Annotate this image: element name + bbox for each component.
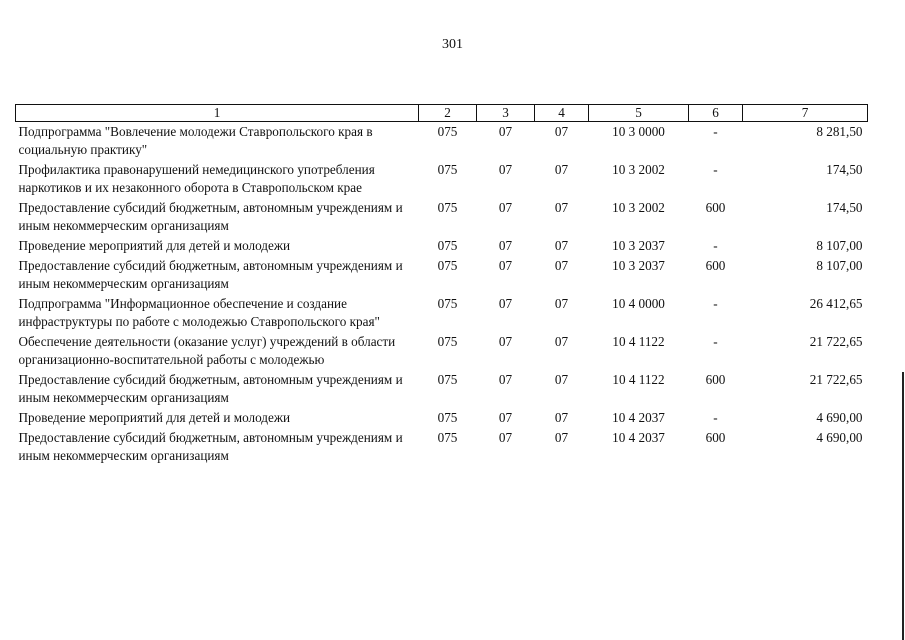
header-col-1: 1	[16, 105, 419, 122]
row-code-expense-type: -	[713, 410, 718, 425]
row-code-ministry: 075	[437, 334, 458, 349]
row-name: Предоставление субсидий бюджетным, автономным учреждениям и иным некоммерческим организациям	[18, 258, 403, 291]
row-code-target: 10 4 2037	[612, 430, 665, 445]
budget-table	[15, 104, 868, 466]
row-code-subsection: 07	[554, 410, 569, 425]
row-code-section: 07	[498, 430, 513, 445]
row-amount: 21 722,65	[809, 372, 863, 387]
row-code-ministry: 075	[437, 410, 458, 425]
table-header	[16, 105, 868, 122]
table-row	[16, 198, 868, 236]
row-name: Проведение мероприятий для детей и молодежи	[18, 238, 291, 253]
row-code-subsection: 07	[554, 372, 569, 387]
row-code-expense-type: -	[713, 334, 718, 349]
row-code-ministry: 075	[437, 124, 458, 139]
row-code-expense-type: 600	[705, 430, 726, 445]
row-name: Предоставление субсидий бюджетным, автономным учреждениям и иным некоммерческим организациям	[18, 372, 403, 405]
row-code-section: 07	[498, 410, 513, 425]
row-code-expense-type: -	[713, 162, 718, 177]
row-code-target: 10 3 2002	[612, 162, 665, 177]
table-row	[16, 122, 868, 161]
row-code-section: 07	[498, 200, 513, 215]
header-row	[16, 105, 868, 122]
row-name: Предоставление субсидий бюджетным, автономным учреждениям и иным некоммерческим организациям	[18, 200, 403, 233]
row-code-section: 07	[498, 334, 513, 349]
row-code-subsection: 07	[554, 124, 569, 139]
row-amount: 4 690,00	[816, 430, 863, 445]
row-name: Проведение мероприятий для детей и молодежи	[18, 410, 291, 425]
header-col-6: 6	[689, 105, 743, 122]
row-amount: 174,50	[826, 200, 863, 215]
table-row	[16, 160, 868, 198]
row-code-section: 07	[498, 162, 513, 177]
row-amount: 8 107,00	[816, 258, 863, 273]
row-amount: 174,50	[826, 162, 863, 177]
row-code-target: 10 4 1122	[612, 372, 665, 387]
table-row	[16, 332, 868, 370]
scan-edge-line	[902, 372, 904, 640]
row-amount: 8 107,00	[816, 238, 863, 253]
header-col-7: 7	[743, 105, 868, 122]
header-col-2: 2	[419, 105, 477, 122]
table-row	[16, 256, 868, 294]
row-code-section: 07	[498, 238, 513, 253]
row-code-ministry: 075	[437, 238, 458, 253]
row-code-target: 10 3 2037	[612, 238, 665, 253]
row-name: Подпрограмма "Вовлечение молодежи Ставропольского края в социальную практику"	[18, 124, 373, 157]
row-code-expense-type: 600	[705, 372, 726, 387]
row-name: Профилактика правонарушений немедицинского употребления наркотиков и их незаконного оборота в Ставропольском крае	[18, 162, 375, 195]
row-code-target: 10 4 1122	[612, 334, 665, 349]
row-code-target: 10 4 2037	[612, 410, 665, 425]
row-code-expense-type: -	[713, 296, 718, 311]
row-name: Подпрограмма "Информационное обеспечение и создание инфраструктуры по работе с молодежью Ставропольского края"	[18, 296, 380, 329]
row-code-section: 07	[498, 124, 513, 139]
row-code-subsection: 07	[554, 162, 569, 177]
row-code-target: 10 3 2002	[612, 200, 665, 215]
row-amount: 4 690,00	[816, 410, 863, 425]
row-code-target: 10 3 0000	[612, 124, 665, 139]
row-code-expense-type: -	[713, 238, 718, 253]
row-amount: 21 722,65	[809, 334, 863, 349]
row-code-expense-type: -	[713, 124, 718, 139]
row-code-subsection: 07	[554, 200, 569, 215]
row-name: Обеспечение деятельности (оказание услуг) учреждений в области организационно-воспитательной работы с молодежью	[18, 334, 396, 367]
table-row	[16, 370, 868, 408]
row-code-section: 07	[498, 258, 513, 273]
row-code-expense-type: 600	[705, 258, 726, 273]
row-code-subsection: 07	[554, 238, 569, 253]
row-code-expense-type: 600	[705, 200, 726, 215]
table-row	[16, 294, 868, 332]
row-code-subsection: 07	[554, 430, 569, 445]
header-col-5: 5	[589, 105, 689, 122]
row-code-target: 10 3 2037	[612, 258, 665, 273]
row-code-subsection: 07	[554, 296, 569, 311]
row-code-section: 07	[498, 372, 513, 387]
row-name: Предоставление субсидий бюджетным, автономным учреждениям и иным некоммерческим организациям	[18, 430, 403, 463]
page-number: 301	[442, 37, 463, 52]
table-body	[16, 122, 868, 467]
row-amount: 26 412,65	[809, 296, 863, 311]
header-col-3: 3	[477, 105, 535, 122]
row-code-ministry: 075	[437, 162, 458, 177]
row-code-ministry: 075	[437, 200, 458, 215]
row-code-ministry: 075	[437, 372, 458, 387]
row-code-subsection: 07	[554, 334, 569, 349]
table-row	[16, 428, 868, 466]
row-amount: 8 281,50	[816, 124, 863, 139]
row-code-section: 07	[498, 296, 513, 311]
row-code-ministry: 075	[437, 296, 458, 311]
header-col-4: 4	[535, 105, 589, 122]
table-row	[16, 408, 868, 428]
row-code-subsection: 07	[554, 258, 569, 273]
row-code-ministry: 075	[437, 258, 458, 273]
row-code-ministry: 075	[437, 430, 458, 445]
table-row	[16, 236, 868, 256]
row-code-target: 10 4 0000	[612, 296, 665, 311]
